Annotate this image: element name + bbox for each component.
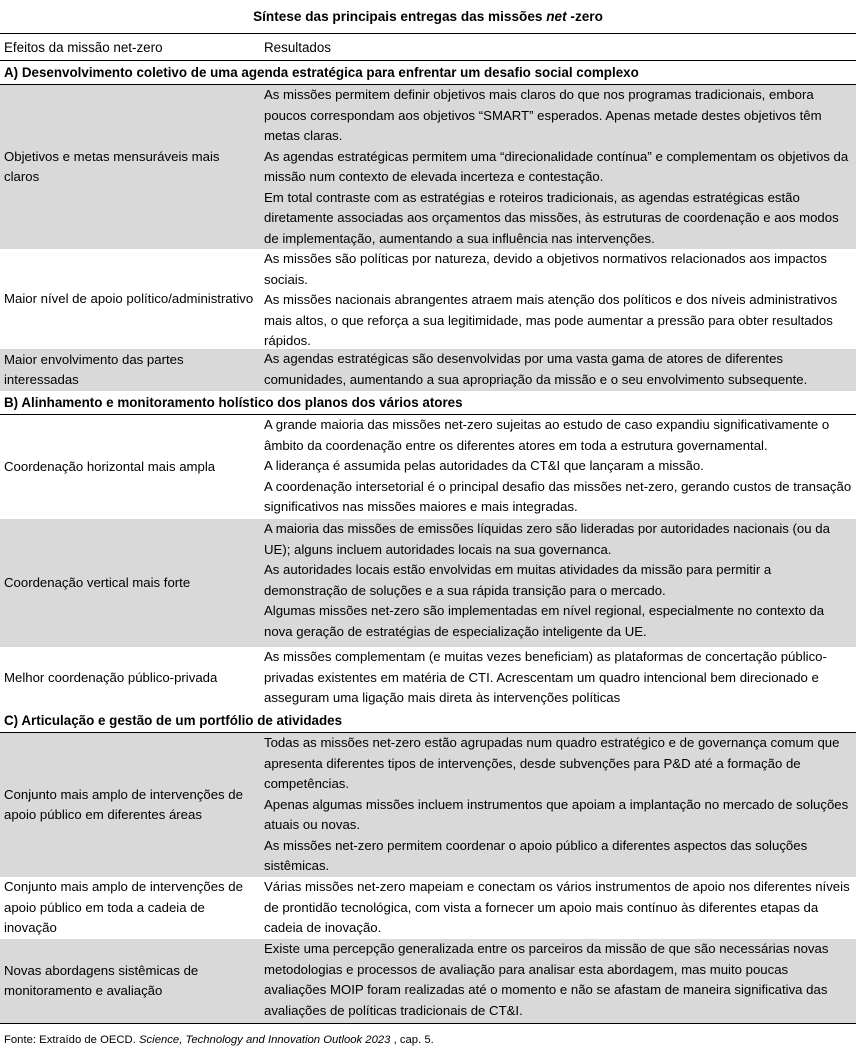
result-paragraph: As missões complementam (e muitas vezes beneficiam) as plataformas de concertação público-privadas existentes em matéria de CTI. Acrescentam um quadro intencional bem direcionado e asseguram uma ligação mais direta às intervenções políticas <box>264 649 827 705</box>
result-paragraph: As missões nacionais abrangentes atraem mais atenção dos políticos e dos níveis administrativos mais altos, o que reforça a sua legitimidade, mas pode aumentar a pressão para obter resultados rápidos. <box>264 292 838 348</box>
effect-label: Conjunto mais amplo de intervenções de apoio público em diferentes áreas <box>4 786 243 822</box>
table-row <box>0 939 856 1024</box>
effect-label: Novas abordagens sistêmicas de monitoramento e avaliação <box>4 962 199 998</box>
effect-label: Objetivos e metas mensuráveis mais claros <box>4 148 220 184</box>
results-cell <box>262 877 856 939</box>
synthesis-table <box>0 33 856 1024</box>
result-paragraph: A liderança é assumida pelas autoridades da CT&I que lançaram a missão. <box>264 458 704 473</box>
result-paragraph: A maioria das missões de emissões líquidas zero são lideradas por autoridades nacionais (ou da UE); alguns incluem autoridades locais na sua governanca. <box>264 521 830 557</box>
source-italic: Science, Technology and Innovation Outlook 2023 <box>139 1034 391 1046</box>
result-paragraph: As missões são políticas por natureza, devido a objetivos normativos relacionados aos impactos sociais. <box>264 251 827 287</box>
result-paragraph: Em total contraste com as estratégias e roteiros tradicionais, as agendas estratégicas estão diretamente associadas aos orçamentos das missões, às estruturas de coordenação e aos modos de implementação, aumentando a sua influência nas intervenções. <box>264 189 839 246</box>
results-cell <box>262 349 856 391</box>
results-cell <box>262 733 856 877</box>
effect-label: Coordenação horizontal mais ampla <box>4 458 216 474</box>
header-results: Resultados <box>264 39 331 55</box>
table-row <box>0 519 856 647</box>
section-heading: C) Articulação e gestão de um portfólio de atividades <box>0 709 856 733</box>
effect-label: Conjunto mais amplo de intervenções de apoio público em toda a cadeia de inovação <box>4 879 243 936</box>
effect-cell <box>0 249 262 349</box>
table-header <box>0 34 856 61</box>
results-cell <box>262 519 856 647</box>
result-paragraph: Todas as missões net-zero estão agrupadas num quadro estratégico e de governança comum que apresenta diferentes tipos de intervenções, desde subvenções para P&D até a formação de competências. <box>264 735 840 791</box>
effect-cell <box>0 349 262 391</box>
table-row <box>0 249 856 349</box>
result-paragraph: A coordenação intersetorial é o principal desafio das missões net-zero, gerando custos de transação significativos nas missões maiores e mais integradas. <box>264 478 852 514</box>
result-paragraph: Apenas algumas missões incluem instrumentos que apoiam a implantação no mercado de soluções atuais ou novas. <box>264 796 849 832</box>
result-paragraph: As autoridades locais estão envolvidas em muitas atividades da missão para permitir a demonstração de soluções e a sua rápida transição para o mercado. <box>264 562 772 598</box>
effect-label: Melhor coordenação público-privada <box>4 669 218 685</box>
source-suffix: , cap. 5. <box>390 1034 434 1046</box>
table-row <box>0 877 856 939</box>
result-paragraph: As missões permitem definir objetivos mais claros do que nos programas tradicionais, embora poucos correspondam aos objetivos “SMART” esperados. Apenas metade destes objetivos têm metas claras. <box>264 87 822 143</box>
table-row <box>0 733 856 877</box>
result-paragraph: As agendas estratégicas permitem uma “direcionalidade contínua” e complementam os objetivos da missão num contexto de elevada incerteza e contestação. <box>264 148 849 184</box>
table-row <box>0 415 856 519</box>
result-paragraph: Algumas missões net-zero são implementadas em nível regional, especialmente no contexto da nova geração de estratégias de especialização inteligente da UE. <box>264 603 825 639</box>
results-cell <box>262 415 856 519</box>
effect-cell <box>0 519 262 647</box>
result-paragraph: Existe uma percepção generalizada entre os parceiros da missão de que são necessárias novas metodologias e processos de avaliação para analisar esta abordagem, mas muito poucas avaliações MOIP foram realizadas até o momento e não se afastam de maneira significativa das avaliações de políticas tradicionais de CT&I. <box>264 941 829 1018</box>
result-paragraph: Várias missões net-zero mapeiam e conectam os vários instrumentos de apoio nos diferentes níveis de prontidão tecnológica, com vista a fornecer um apoio mais contínuo às diferentes etapas da cadeia de inovação. <box>264 879 850 935</box>
effect-cell <box>0 939 262 1023</box>
table-row <box>0 85 856 249</box>
result-paragraph: As agendas estratégicas são desenvolvidas por uma vasta gama de atores de diferentes comunidades, aumentando a sua apropriação da missão e o seu envolvimento subsequente. <box>264 351 808 387</box>
results-cell <box>262 939 856 1023</box>
table-title <box>0 4 856 30</box>
section-heading: B) Alinhamento e monitoramento holístico dos planos dos vários atores <box>0 391 856 415</box>
table-body <box>0 61 856 1024</box>
source-prefix: Fonte: Extraído de OECD. <box>4 1034 139 1046</box>
title-prefix: Síntese das principais entregas das missões <box>253 9 547 24</box>
result-paragraph: As missões net-zero permitem coordenar o apoio público a diferentes aspectos das soluções sistêmicas. <box>264 837 808 873</box>
effect-cell <box>0 647 262 709</box>
effect-cell <box>0 85 262 249</box>
header-effects: Efeitos da missão net-zero <box>4 39 163 55</box>
effect-cell <box>0 415 262 519</box>
effect-cell <box>0 733 262 877</box>
results-cell <box>262 85 856 249</box>
table-row <box>0 647 856 709</box>
results-cell <box>262 249 856 349</box>
effect-label: Maior envolvimento das partes interessadas <box>4 351 184 387</box>
result-paragraph: A grande maioria das missões net-zero sujeitas ao estudo de caso expandiu significativamente o âmbito da coordenação entre os diferentes atores em toda a estrutura governamental. <box>264 417 830 453</box>
title-italic: net <box>546 9 567 24</box>
table-row <box>0 349 856 391</box>
effect-label: Coordenação vertical mais forte <box>4 574 191 590</box>
effect-label: Maior nível de apoio político/administrativo <box>4 290 254 306</box>
section-heading: A) Desenvolvimento coletivo de uma agenda estratégica para enfrentar um desafio social complexo <box>0 61 856 85</box>
title-suffix: -zero <box>566 9 603 24</box>
results-cell <box>262 647 856 709</box>
source-note <box>4 1032 434 1048</box>
effect-cell <box>0 877 262 939</box>
